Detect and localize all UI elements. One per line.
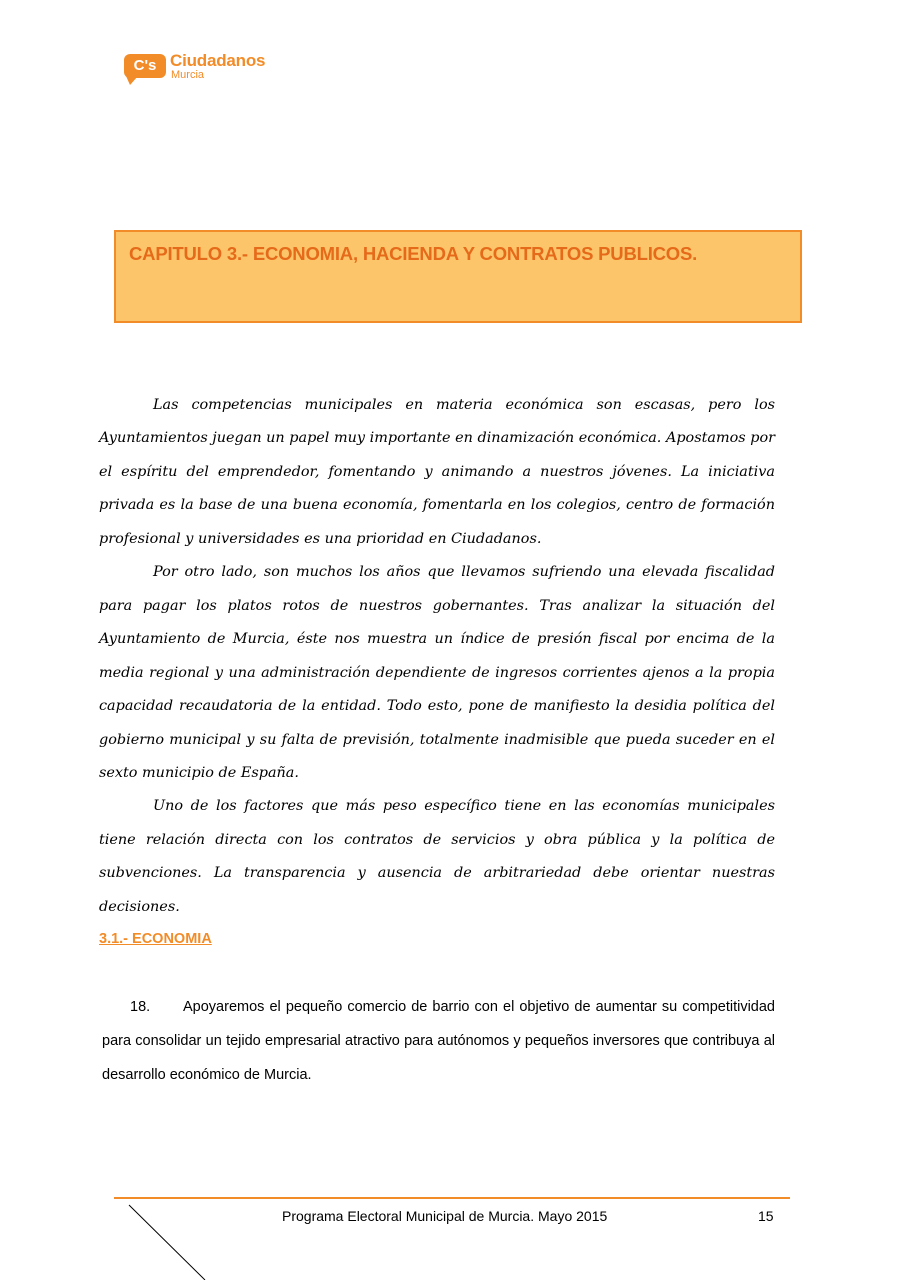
- logo-name: Ciudadanos: [170, 51, 266, 70]
- footer-diagonal-line: [128, 1204, 208, 1280]
- paragraph: Uno de los factores que más peso específico tiene en las economías municipales tiene relación directa con los contratos de servicios y obra pública y la política de subvenciones. La transparencia y ausencia de arbitrariedad debe orientar nuestras decisiones.: [99, 798, 775, 915]
- paragraph: Por otro lado, son muchos los años que llevamos sufriendo una elevada fiscalidad para pagar los platos rotos de nuestros gobernantes. Tras analizar la situación del Ayuntamiento de Murcia, éste nos muestra un índice de presión fiscal por encima de la media regional y una administración dependiente de ingresos corrientes ajenos a la propia capacidad recaudatoria de la entidad. Todo esto, pone de manifiesto la desidia política del gobierno municipal y su falta de previsión, totalmente inadmisible que pueda suceder en el sexto municipio de España.: [99, 564, 775, 781]
- intro-text: [99, 389, 775, 924]
- list-item-text: Apoyaremos el pequeño comercio de barrio con el objetivo de aumentar su competitividad para consolidar un tejido empresarial atractivo para autónomos y pequeños inversores que contribuya al desarrollo económico de Murcia.: [102, 999, 775, 1083]
- footer-divider: [114, 1197, 790, 1199]
- section-heading: 3.1.- ECONOMIA: [99, 931, 212, 947]
- chapter-title: CAPITULO 3.- ECONOMIA, HACIENDA Y CONTRATOS PUBLICOS.: [129, 243, 698, 264]
- list-item-number: 18.: [130, 999, 151, 1015]
- chapter-title-box: [114, 230, 802, 323]
- page-number: 15: [758, 1208, 774, 1224]
- logo-mark: C's: [124, 54, 166, 78]
- logo-subtitle: Murcia: [171, 69, 205, 81]
- paragraph: Las competencias municipales en materia económica son escasas, pero los Ayuntamientos juegan un papel muy importante en dinamización económica. Apostamos por el espíritu del emprendedor, fomentando y animando a nuestros jóvenes. La iniciativa privada es la base de una buena economía, fomentarla en los colegios, centro de formación profesional y universidades es una prioridad en Ciudadanos.: [99, 397, 775, 547]
- footer-text: Programa Electoral Municipal de Murcia. Mayo 2015: [282, 1208, 608, 1224]
- ciudadanos-logo: [124, 50, 274, 86]
- list-item: [102, 990, 775, 1092]
